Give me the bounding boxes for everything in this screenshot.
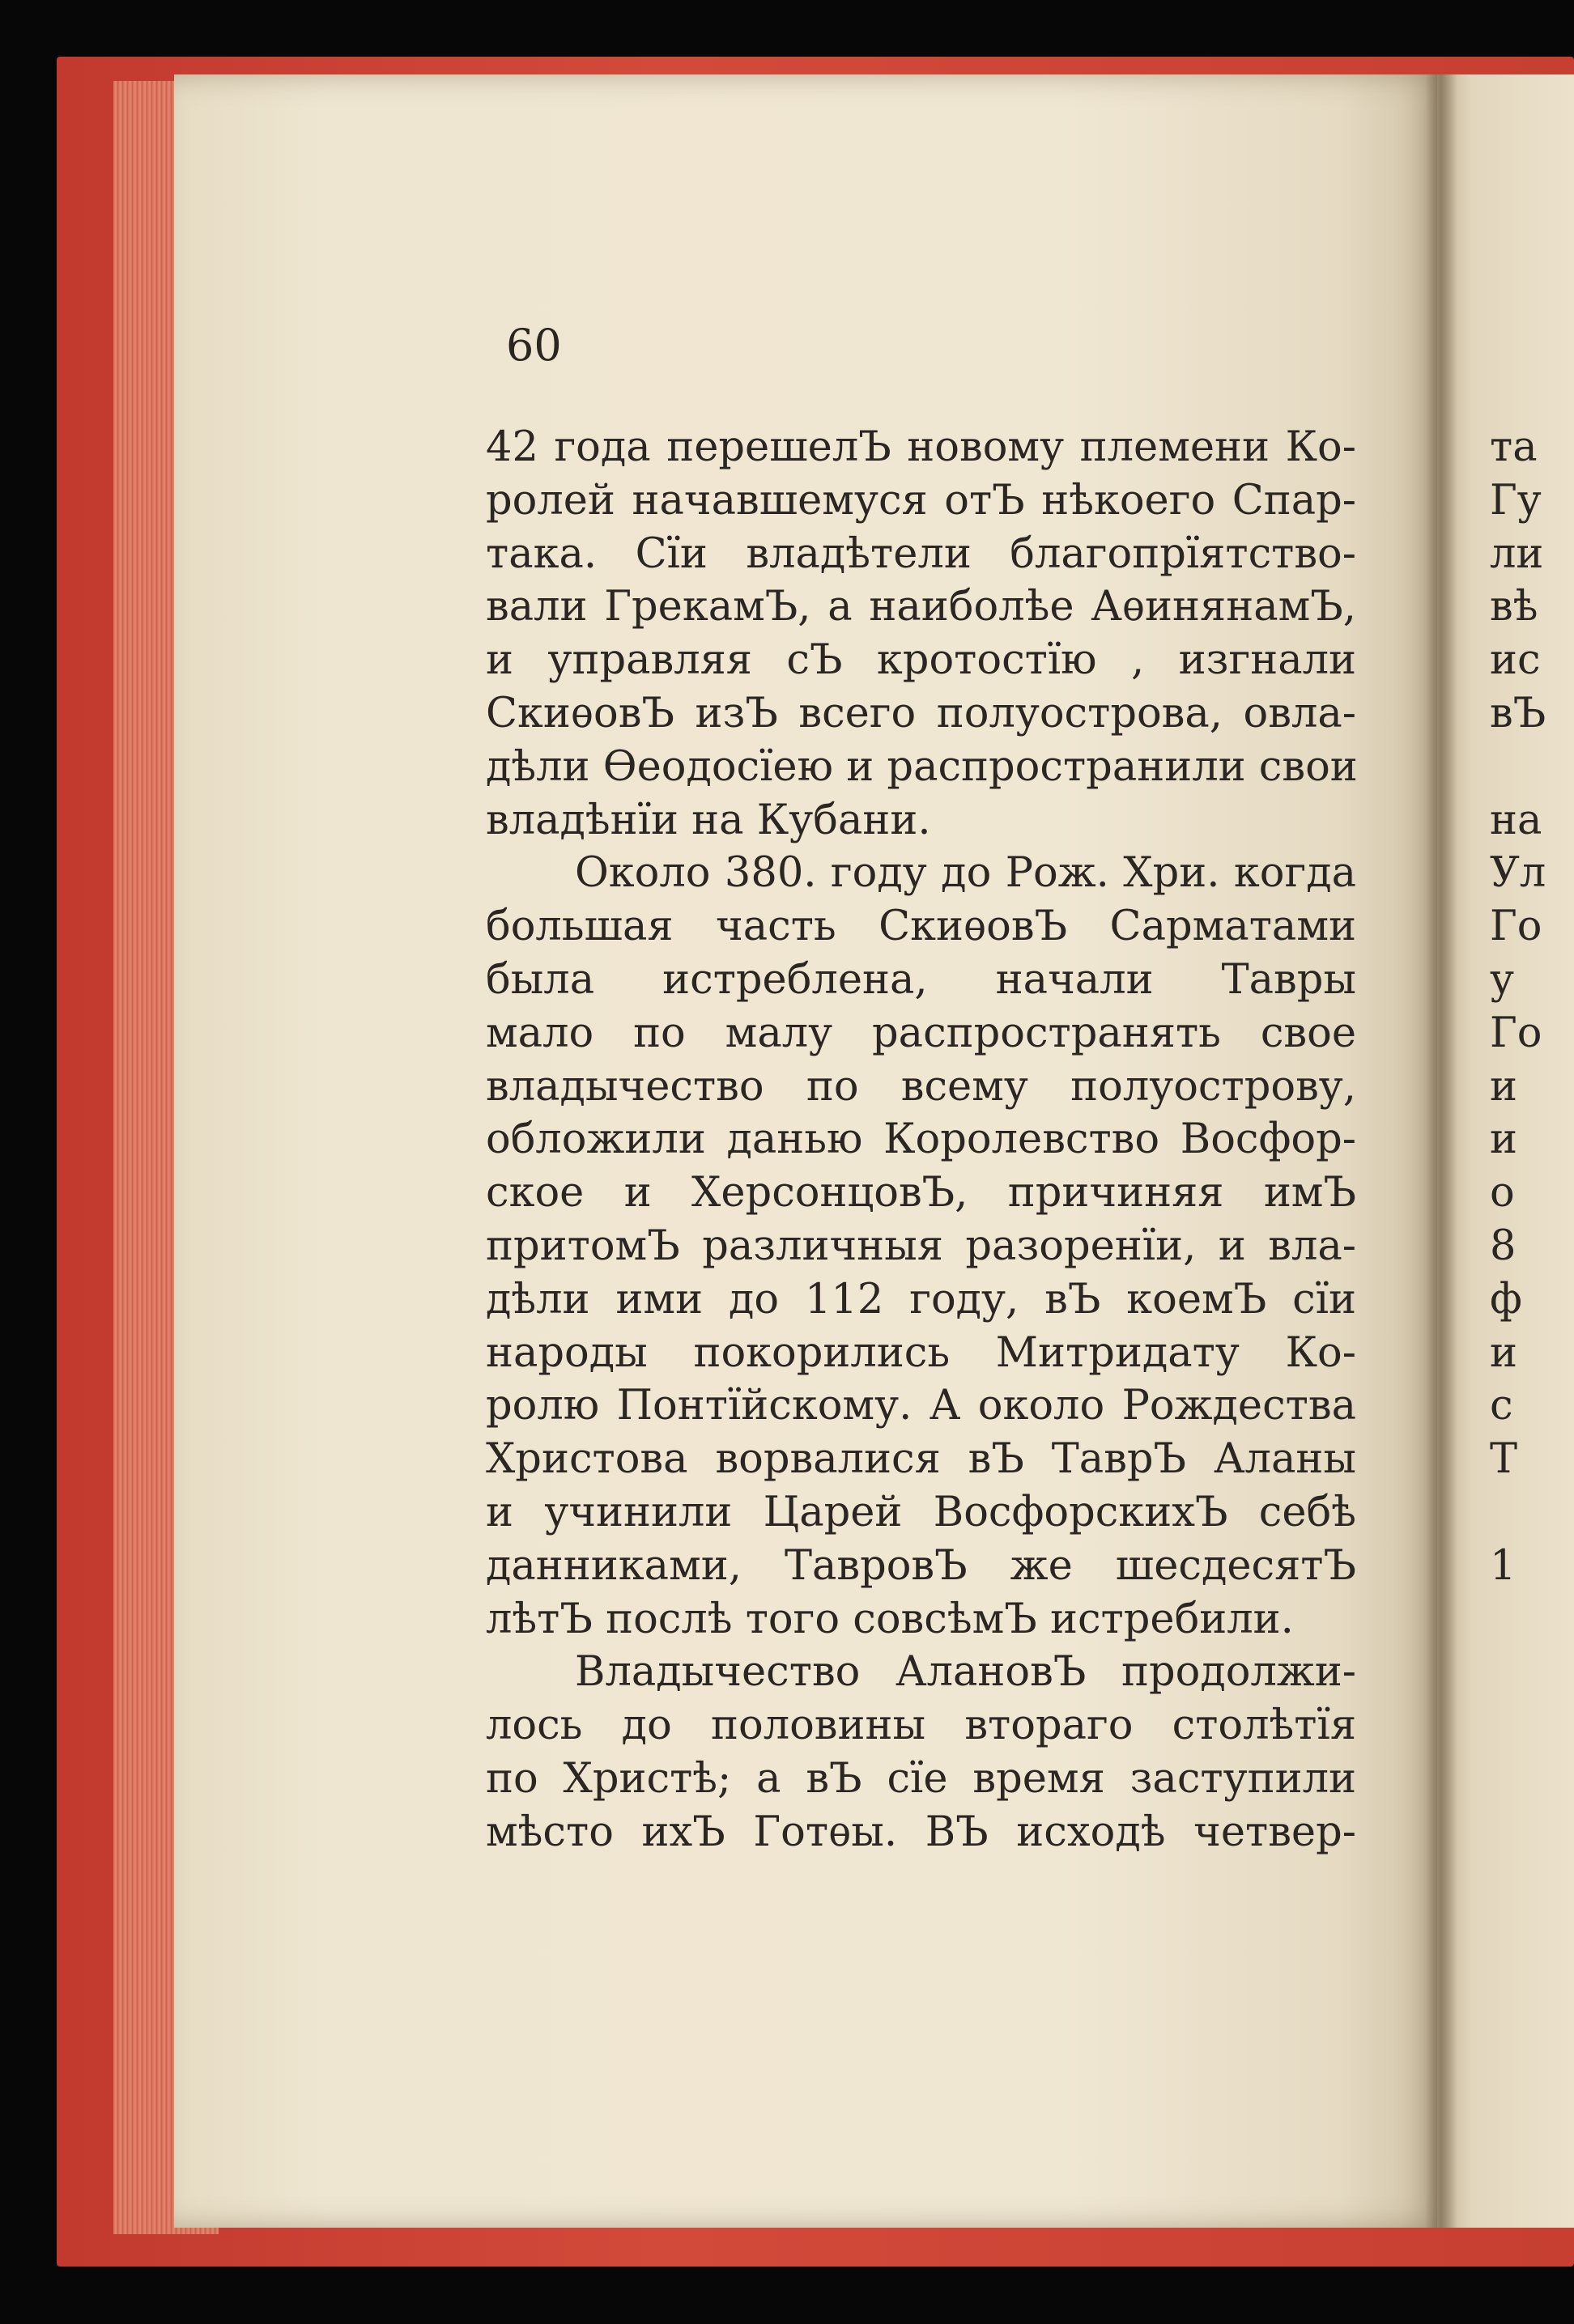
facing-line: Го (1490, 1009, 1542, 1057)
facing-line: о (1490, 1169, 1515, 1217)
text-line: мало по малу распространять свое (486, 1009, 1356, 1057)
facing-line: у (1490, 955, 1515, 1004)
text-line: лось до половины втораго столѣтїя (486, 1702, 1356, 1750)
paragraph (486, 847, 1356, 1646)
facing-line: 8 (1490, 1221, 1517, 1270)
paragraph (486, 421, 1356, 847)
text-line: ролю Понтїйскому. А около Рождества (486, 1382, 1356, 1430)
text-line: дѣли Ѳеодосїею и распространили свои (486, 742, 1358, 791)
text-line: Около 380. году до Рож. Хри. когда (575, 849, 1356, 898)
facing-line: с (1490, 1382, 1513, 1430)
text-line: Христова ворвалися вЪ ТаврЪ Аланы (486, 1435, 1356, 1484)
facing-line: вѣ (1490, 583, 1538, 631)
text-line: и управляя сЪ кротостїю , изгнали (486, 636, 1356, 685)
text-line: обложили данью Королевство Восфор- (486, 1115, 1356, 1164)
facing-line: Гу (1490, 476, 1542, 525)
text-line: Владычество АлановЪ продолжи- (575, 1648, 1356, 1697)
facing-line (1490, 741, 1574, 794)
facing-line: 1 (1490, 1541, 1517, 1590)
text-line: ское и ХерсонцовЪ, причиняя имЪ (486, 1169, 1356, 1217)
facing-line: вЪ (1490, 689, 1546, 737)
facing-line (1490, 1486, 1574, 1540)
facing-line: на (1490, 796, 1542, 844)
text-line: мѣсто ихЪ Готѳы. ВЪ исходѣ четвер- (486, 1808, 1356, 1856)
facing-page-text (1490, 421, 1574, 1593)
text-line: СкиѳовЪ изЪ всего полуострова, овла- (486, 689, 1356, 737)
text-line: данниками, ТавровЪ же шесдесятЪ (486, 1541, 1356, 1590)
text-line: лѣтЪ послѣ того совсѣмЪ истребили. (486, 1595, 1294, 1643)
facing-line: та (1490, 423, 1538, 471)
book-gutter (1425, 74, 1457, 2228)
text-line: по Христѣ; а вЪ сїе время заступили (486, 1754, 1356, 1803)
text-line: была истреблена, начали Тавры (486, 955, 1356, 1004)
facing-line: и (1490, 1328, 1517, 1377)
text-line: вали ГрекамЪ, а наиболѣе АѳинянамЪ, (486, 583, 1356, 631)
paragraph (486, 1646, 1356, 1859)
page-text (486, 421, 1356, 1859)
facing-line: Т (1490, 1435, 1518, 1484)
page-number: 60 (506, 320, 562, 371)
text-line: ролей начавшемуся отЪ нѣкоего Спар- (486, 476, 1356, 525)
text-line: така. Сїи владѣтели благопрїятство- (486, 529, 1356, 578)
text-line: большая часть СкиѳовЪ Сарматами (486, 903, 1356, 951)
text-line: владычество по всему полуострову, (486, 1062, 1356, 1111)
text-line: народы покорились Митридату Ко- (486, 1328, 1356, 1377)
text-line: 42 года перешелЪ новому племени Ко- (486, 423, 1356, 471)
facing-line: ис (1490, 636, 1541, 685)
facing-line: и (1490, 1062, 1517, 1111)
facing-line: Ул (1490, 849, 1546, 898)
facing-line: Го (1490, 903, 1542, 951)
facing-line: и (1490, 1115, 1517, 1164)
text-line: притомЪ различныя разоренїи, и вла- (486, 1221, 1356, 1270)
facing-line: ф (1490, 1275, 1522, 1323)
text-line: дѣли ими до 112 году, вЪ коемЪ сїи (486, 1275, 1356, 1323)
text-line: владѣнїи на Кубани. (486, 796, 931, 844)
facing-line: ли (1490, 529, 1544, 578)
text-line: и учинили Царей ВосфорскихЪ себѣ (486, 1488, 1356, 1536)
